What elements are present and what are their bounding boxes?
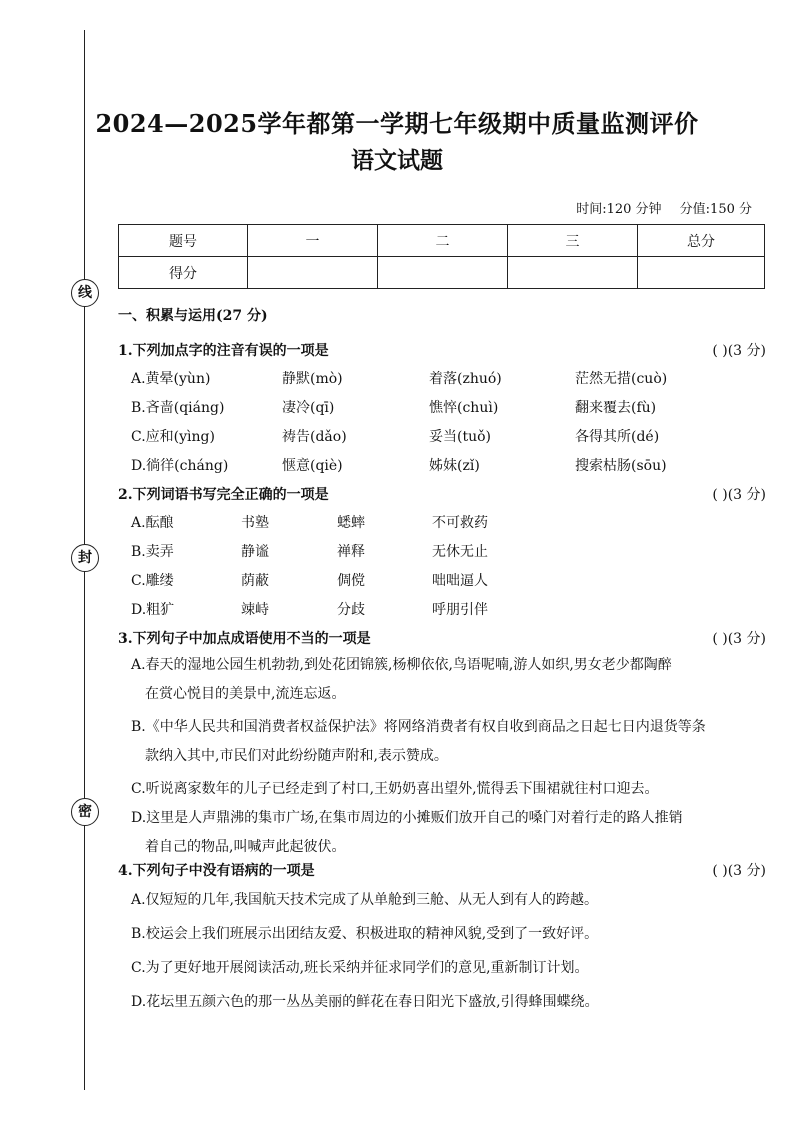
question-stem: 2.下列词语书写完全正确的一项是	[118, 487, 329, 503]
option-item: 禅释	[337, 544, 365, 560]
answer-blank[interactable]: ( )(3 分)	[712, 487, 766, 503]
option-a	[131, 651, 765, 709]
option-item: C.应和(yìng)	[131, 429, 215, 445]
option-item: 各得其所(dé)	[575, 429, 660, 445]
score-header-cell: 一	[248, 225, 378, 257]
question-stem: 3.下列句子中加点成语使用不当的一项是	[118, 631, 371, 647]
option-item: 惬意(qiè)	[282, 458, 343, 474]
exam-meta	[562, 198, 752, 217]
score-input-cell[interactable]	[638, 257, 765, 289]
question-4-options	[131, 883, 765, 1019]
option-item: 茫然无措(cuò)	[575, 371, 668, 387]
question-stem: 1.下列加点字的注音有误的一项是	[118, 343, 329, 359]
binding-mark-seal: 封	[71, 544, 99, 572]
option-item: 蟋蟀	[337, 515, 365, 531]
binding-mark-secret: 密	[71, 798, 99, 826]
option-line: D.这里是人声鼎沸的集市广场,在集市周边的小摊贩们放开自己的嗓门对着行走的路人推销	[131, 810, 683, 826]
exam-time: 时间:120 分钟	[576, 202, 662, 217]
option-item: 憔悴(chuì)	[429, 400, 499, 416]
option-line: 在赏心悦目的美景中,流连忘返。	[145, 686, 346, 702]
score-table-header-row	[119, 225, 765, 257]
answer-blank[interactable]: ( )(3 分)	[712, 863, 766, 879]
option-line: A.春天的湿地公园生机勃勃,到处花团锦簇,杨柳依依,鸟语呢喃,游人如织,男女老少都陶醉	[131, 657, 672, 673]
option-item: 呼朋引伴	[432, 602, 488, 618]
option-item: 分歧	[337, 602, 365, 618]
question-stem: 4.下列句子中没有语病的一项是	[118, 863, 315, 879]
option-item: 静谧	[241, 544, 269, 560]
answer-blank[interactable]: ( )(3 分)	[712, 631, 766, 647]
exam-title: 2024—2025学年都第一学期七年级期中质量监测评价	[95, 109, 699, 138]
option-item: 不可救药	[432, 515, 488, 531]
option-a: A.仅短短的几年,我国航天技术完成了从单舱到三舱、从无人到有人的跨越。	[131, 892, 599, 908]
question-3-options	[131, 651, 765, 862]
option-c: C.为了更好地开展阅读活动,班长采纳并征求同学们的意见,重新制订计划。	[131, 960, 589, 976]
option-line: 着自己的物品,叫喊声此起彼伏。	[145, 839, 346, 855]
option-line: B.《中华人民共和国消费者权益保护法》将网络消费者有权自收到商品之日起七日内退货等条	[131, 719, 706, 735]
option-item: A.酝酿	[131, 515, 174, 531]
option-item: 翻来覆去(fù)	[575, 400, 657, 416]
option-item: 书塾	[241, 515, 269, 531]
exam-subtitle: 语文试题	[351, 147, 443, 174]
score-header-cell: 题号	[119, 225, 248, 257]
score-table-score-row	[119, 257, 765, 289]
question-2	[118, 484, 766, 504]
option-item: B.吝啬(qiáng)	[131, 400, 225, 416]
option-item: C.雕缕	[131, 573, 174, 589]
binding-mark-line: 线	[71, 279, 99, 307]
score-row-label: 得分	[119, 257, 248, 289]
option-item: 静默(mò)	[282, 371, 343, 387]
question-4	[118, 860, 766, 880]
option-b: B.校运会上我们班展示出团结友爱、积极进取的精神风貌,受到了一致好评。	[131, 926, 599, 942]
option-item: 妥当(tuǒ)	[429, 429, 491, 445]
option-item: 咄咄逼人	[432, 573, 488, 589]
section-heading: 一、积累与运用(27 分)	[118, 308, 268, 324]
score-header-cell: 二	[378, 225, 508, 257]
option-item: 着落(zhuó)	[429, 371, 502, 387]
exam-score-total: 分值:150 分	[679, 202, 752, 217]
option-item: 倜傥	[337, 573, 365, 589]
option-c	[131, 775, 765, 804]
question-1	[118, 340, 766, 360]
option-item: 竦峙	[241, 602, 269, 618]
option-item: B.卖弄	[131, 544, 174, 560]
option-item: 姊妹(zǐ)	[429, 458, 480, 474]
score-input-cell[interactable]	[378, 257, 508, 289]
score-input-cell[interactable]	[508, 257, 638, 289]
option-item: 无休无止	[432, 544, 488, 560]
option-item: 祷告(dǎo)	[282, 429, 347, 445]
option-item: 凄冷(qī)	[282, 400, 335, 416]
answer-blank[interactable]: ( )(3 分)	[712, 343, 766, 359]
option-item: 荫蔽	[241, 573, 269, 589]
option-b	[131, 713, 765, 771]
option-item: D.粗犷	[131, 602, 175, 618]
question-3	[118, 628, 766, 648]
option-line: 款纳入其中,市民们对此纷纷随声附和,表示赞成。	[145, 748, 448, 764]
option-d: D.花坛里五颜六色的那一丛丛美丽的鲜花在春日阳光下盛放,引得蜂围蝶绕。	[131, 994, 599, 1010]
option-d	[131, 804, 765, 862]
option-item: D.徜徉(cháng)	[131, 458, 229, 474]
score-header-cell: 总分	[638, 225, 765, 257]
score-table	[118, 224, 765, 289]
option-item: A.黄晕(yùn)	[131, 371, 211, 387]
option-line: C.听说离家数年的儿子已经走到了村口,王奶奶喜出望外,慌得丢下围裙就往村口迎去。	[131, 781, 659, 797]
option-item: 搜索枯肠(sōu)	[575, 458, 667, 474]
score-header-cell: 三	[508, 225, 638, 257]
score-input-cell[interactable]	[248, 257, 378, 289]
